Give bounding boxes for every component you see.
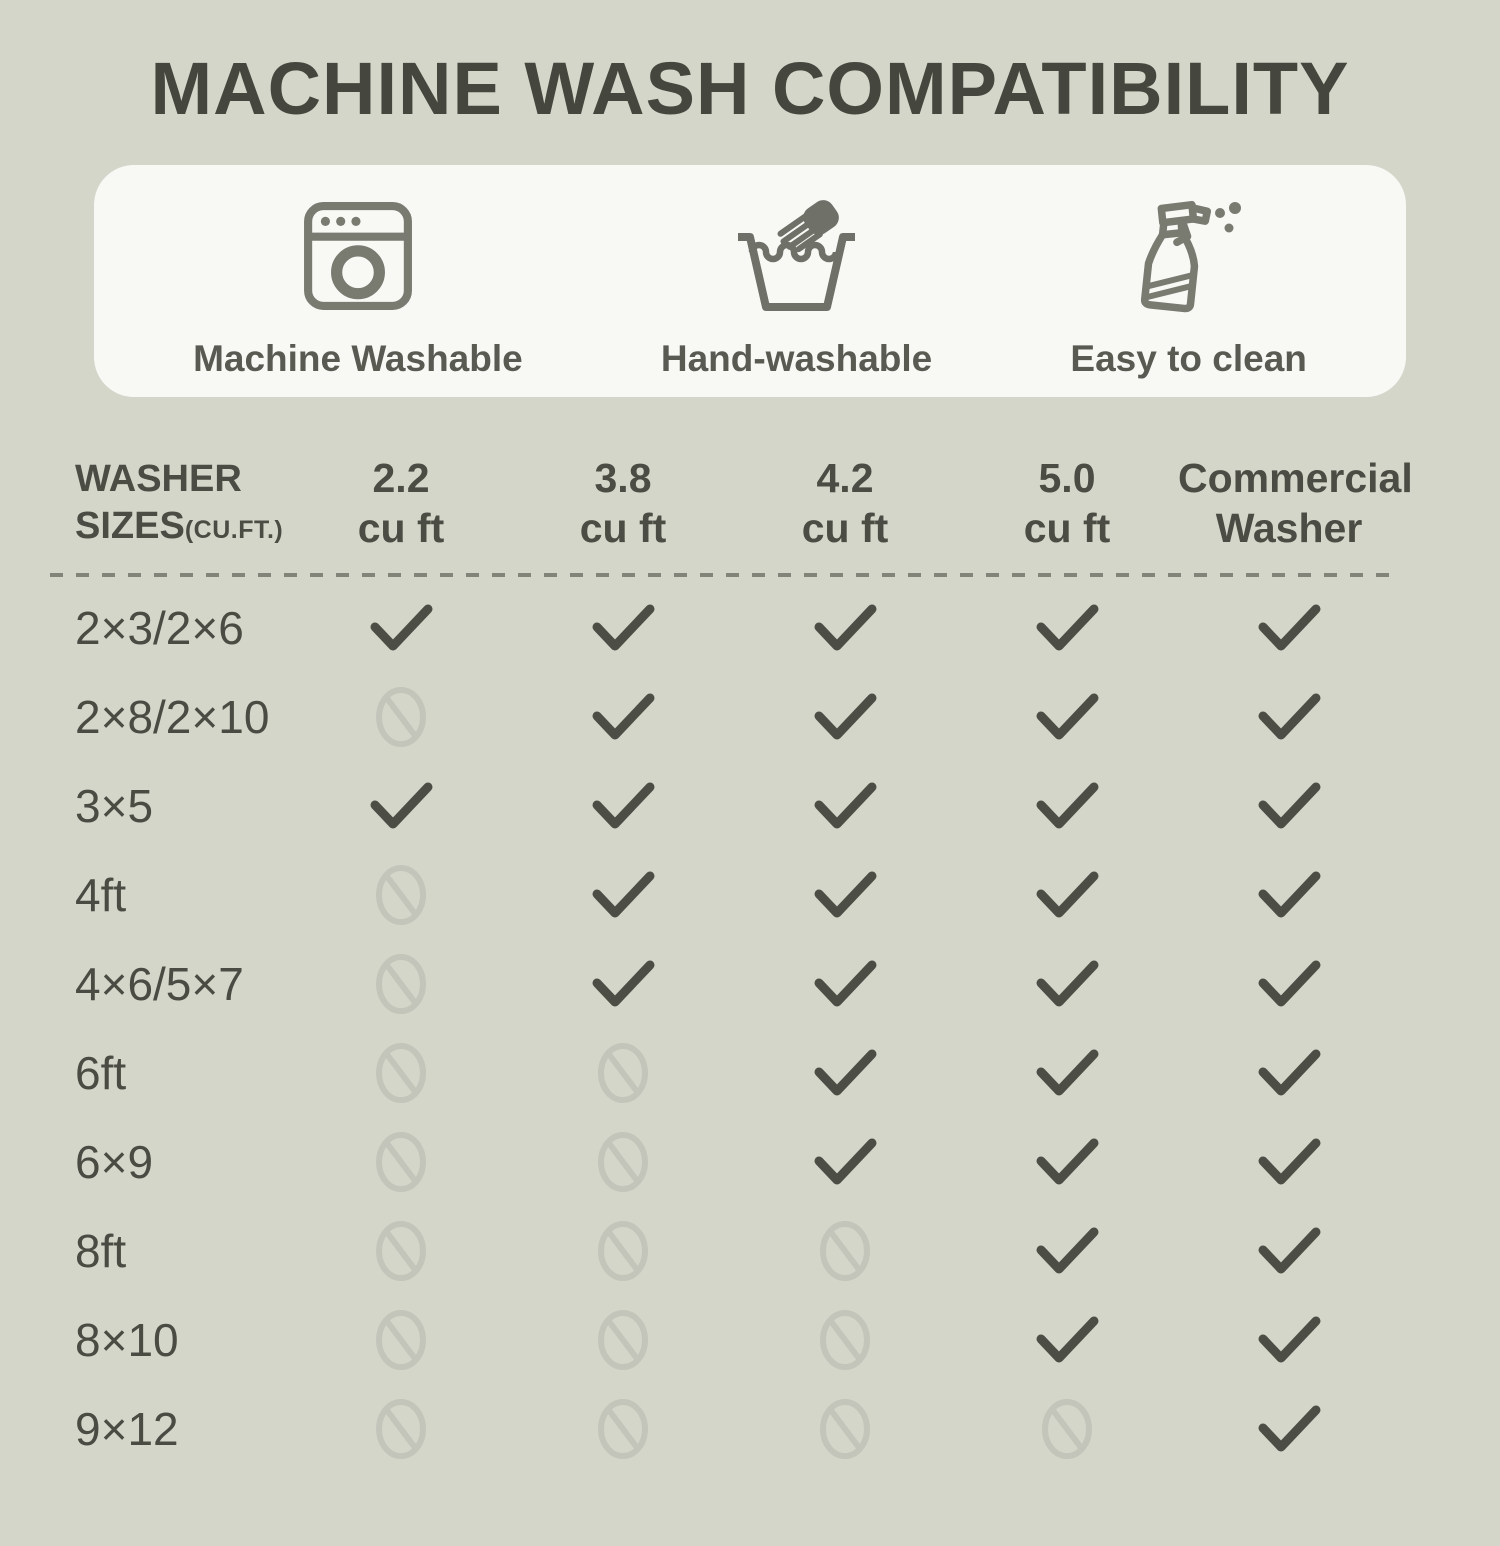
prohibited-icon bbox=[290, 1039, 512, 1107]
check-icon bbox=[290, 782, 512, 830]
feature-easy-to-clean bbox=[1070, 186, 1307, 377]
table-row bbox=[50, 1384, 1500, 1473]
check-icon bbox=[956, 1049, 1178, 1097]
check-icon bbox=[512, 693, 734, 741]
prohibited-icon bbox=[290, 1128, 512, 1196]
check-icon bbox=[512, 604, 734, 652]
check-icon bbox=[1178, 1316, 1400, 1364]
prohibited-icon bbox=[512, 1039, 734, 1107]
check-icon bbox=[734, 871, 956, 919]
column-header-5-0: 5.0 cu ft bbox=[1023, 455, 1111, 552]
prohibited-icon bbox=[734, 1217, 956, 1285]
prohibited-icon bbox=[290, 1395, 512, 1463]
prohibited-icon bbox=[956, 1395, 1178, 1463]
check-icon bbox=[956, 871, 1178, 919]
check-icon bbox=[1178, 1405, 1400, 1453]
check-icon bbox=[1178, 693, 1400, 741]
feature-label: Easy to clean bbox=[1070, 337, 1307, 379]
row-header-washer-sizes: WASHER SIZES(CU.FT.) bbox=[75, 457, 284, 548]
row-label: 2×3/2×6 bbox=[75, 601, 244, 654]
spray-bottle-icon bbox=[1123, 186, 1255, 326]
check-icon bbox=[512, 871, 734, 919]
check-icon bbox=[956, 1138, 1178, 1186]
check-icon bbox=[1178, 1049, 1400, 1097]
prohibited-icon bbox=[512, 1217, 734, 1285]
check-icon bbox=[956, 782, 1178, 830]
table-row bbox=[50, 850, 1500, 939]
prohibited-icon bbox=[290, 950, 512, 1018]
row-label: 8×10 bbox=[75, 1313, 179, 1366]
check-icon bbox=[956, 604, 1178, 652]
feature-label: Hand-washable bbox=[660, 337, 933, 379]
check-icon bbox=[956, 1227, 1178, 1275]
check-icon bbox=[734, 782, 956, 830]
row-label: 3×5 bbox=[75, 779, 154, 832]
column-header-2-2: 2.2 cu ft bbox=[357, 455, 445, 552]
table-row bbox=[50, 1295, 1500, 1384]
check-icon bbox=[956, 1316, 1178, 1364]
check-icon bbox=[1178, 960, 1400, 1008]
washing-machine-icon bbox=[302, 186, 414, 326]
table-row bbox=[50, 1206, 1500, 1295]
hand-wash-icon bbox=[735, 186, 859, 326]
check-icon bbox=[956, 960, 1178, 1008]
prohibited-icon bbox=[512, 1128, 734, 1196]
prohibited-icon bbox=[290, 683, 512, 751]
row-label: 4ft bbox=[75, 868, 127, 921]
column-header-3-8: 3.8 cu ft bbox=[579, 455, 667, 552]
table-row bbox=[50, 1117, 1500, 1206]
column-header-commercial: Commercial Washer bbox=[1178, 455, 1413, 552]
row-label: 8ft bbox=[75, 1224, 127, 1277]
table-body bbox=[0, 583, 1500, 1473]
prohibited-icon bbox=[734, 1395, 956, 1463]
check-icon bbox=[734, 1049, 956, 1097]
prohibited-icon bbox=[290, 1306, 512, 1374]
row-label: 2×8/2×10 bbox=[75, 690, 270, 743]
features-card bbox=[94, 165, 1406, 397]
column-header-4-2: 4.2 cu ft bbox=[801, 455, 889, 552]
row-label: 6ft bbox=[75, 1046, 127, 1099]
check-icon bbox=[734, 693, 956, 741]
check-icon bbox=[1178, 782, 1400, 830]
table-row bbox=[50, 672, 1500, 761]
page-title: MACHINE WASH COMPATIBILITY bbox=[150, 47, 1350, 130]
table-row bbox=[50, 761, 1500, 850]
dashed-divider bbox=[50, 573, 1400, 577]
feature-machine-washable bbox=[193, 186, 523, 377]
check-icon bbox=[512, 782, 734, 830]
prohibited-icon bbox=[290, 861, 512, 929]
prohibited-icon bbox=[290, 1217, 512, 1285]
check-icon bbox=[734, 604, 956, 652]
check-icon bbox=[956, 693, 1178, 741]
table-row bbox=[50, 583, 1500, 672]
row-label: 6×9 bbox=[75, 1135, 154, 1188]
check-icon bbox=[1178, 871, 1400, 919]
check-icon bbox=[290, 604, 512, 652]
feature-hand-washable bbox=[661, 186, 932, 377]
row-header-unit: (CU.FT.) bbox=[184, 516, 284, 545]
row-label: 9×12 bbox=[75, 1402, 179, 1455]
check-icon bbox=[734, 960, 956, 1008]
check-icon bbox=[1178, 1138, 1400, 1186]
check-icon bbox=[1178, 604, 1400, 652]
table-row bbox=[50, 1028, 1500, 1117]
table-row bbox=[50, 939, 1500, 1028]
prohibited-icon bbox=[512, 1306, 734, 1374]
row-label: 4×6/5×7 bbox=[75, 957, 244, 1010]
check-icon bbox=[512, 960, 734, 1008]
check-icon bbox=[734, 1138, 956, 1186]
table-header bbox=[50, 453, 1500, 553]
prohibited-icon bbox=[512, 1395, 734, 1463]
prohibited-icon bbox=[734, 1306, 956, 1374]
feature-label: Machine Washable bbox=[193, 337, 523, 379]
check-icon bbox=[1178, 1227, 1400, 1275]
